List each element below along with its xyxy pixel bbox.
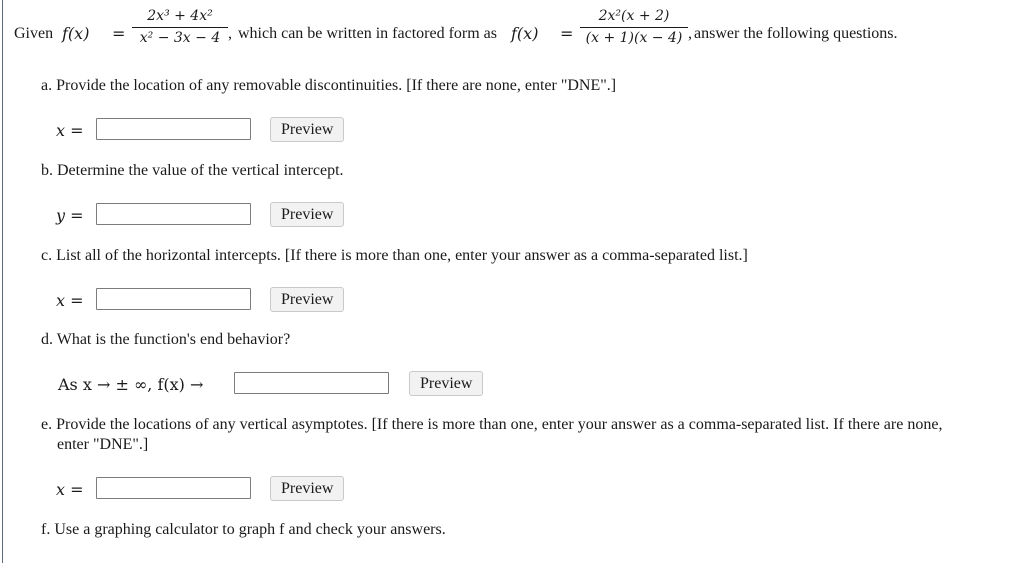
equals-sign-2: = bbox=[560, 24, 574, 43]
factored-intro-text: which can be written in factored form as bbox=[238, 25, 498, 42]
answer-label: x = bbox=[56, 121, 84, 140]
comma: , bbox=[688, 25, 692, 42]
rational-function-factored bbox=[580, 8, 688, 46]
answer-row-e bbox=[56, 477, 356, 503]
left-border bbox=[2, 0, 3, 563]
answer-row-a bbox=[56, 118, 356, 144]
answer-input-e[interactable] bbox=[96, 477, 251, 499]
answer-input-c[interactable] bbox=[96, 288, 251, 310]
comma: , bbox=[228, 25, 232, 42]
answer-label: y = bbox=[56, 206, 84, 225]
answer-input-b[interactable] bbox=[96, 203, 251, 225]
answer-input-a[interactable] bbox=[96, 118, 251, 140]
intro-tail-text: answer the following questions. bbox=[694, 25, 898, 42]
equals-sign: = bbox=[112, 24, 126, 43]
preview-button-d[interactable]: Preview bbox=[409, 371, 483, 396]
answer-label: x = bbox=[56, 291, 84, 310]
fraction-bar bbox=[580, 27, 688, 28]
problem-statement bbox=[14, 6, 1014, 62]
question-e: e. Provide the locations of any vertical asymptotes. [If there is more than one, enter your answer as a comma-separated list. If there are none, bbox=[41, 416, 943, 433]
answer-row-b bbox=[56, 203, 356, 229]
question-c: c. List all of the horizontal intercepts. [If there is more than one, enter your answer as a comma-separated list.] bbox=[41, 247, 748, 264]
preview-button-b[interactable]: Preview bbox=[270, 202, 344, 227]
function-name-2: f(x) bbox=[511, 24, 539, 43]
function-name: f(x) bbox=[62, 24, 90, 43]
denominator-factored: (x + 1)(x − 4) bbox=[585, 30, 683, 46]
question-f: f. Use a graphing calculator to graph f and check your answers. bbox=[41, 521, 446, 538]
answer-row-c bbox=[56, 288, 356, 314]
question-b: b. Determine the value of the vertical intercept. bbox=[41, 162, 344, 179]
preview-button-e[interactable]: Preview bbox=[270, 476, 344, 501]
answer-row-d bbox=[58, 372, 498, 398]
end-behavior-label: As x → ± ∞, f(x) → bbox=[58, 375, 204, 394]
numerator-expanded: 2x³ + 4x² bbox=[147, 8, 213, 24]
answer-input-d[interactable] bbox=[234, 372, 389, 394]
question-d: d. What is the function's end behavior? bbox=[41, 331, 291, 348]
fraction-bar bbox=[132, 27, 228, 28]
answer-label: x = bbox=[56, 480, 84, 499]
preview-button-a[interactable]: Preview bbox=[270, 117, 344, 142]
numerator-factored: 2x²(x + 2) bbox=[598, 8, 670, 24]
question-e-continued: enter "DNE".] bbox=[57, 436, 149, 453]
question-a: a. Provide the location of any removable discontinuities. [If there are none, enter "DNE".] bbox=[41, 77, 617, 94]
denominator-expanded: x² − 3x − 4 bbox=[139, 30, 221, 46]
rational-function-expanded bbox=[132, 8, 228, 46]
given-text: Given bbox=[14, 25, 54, 42]
preview-button-c[interactable]: Preview bbox=[270, 287, 344, 312]
